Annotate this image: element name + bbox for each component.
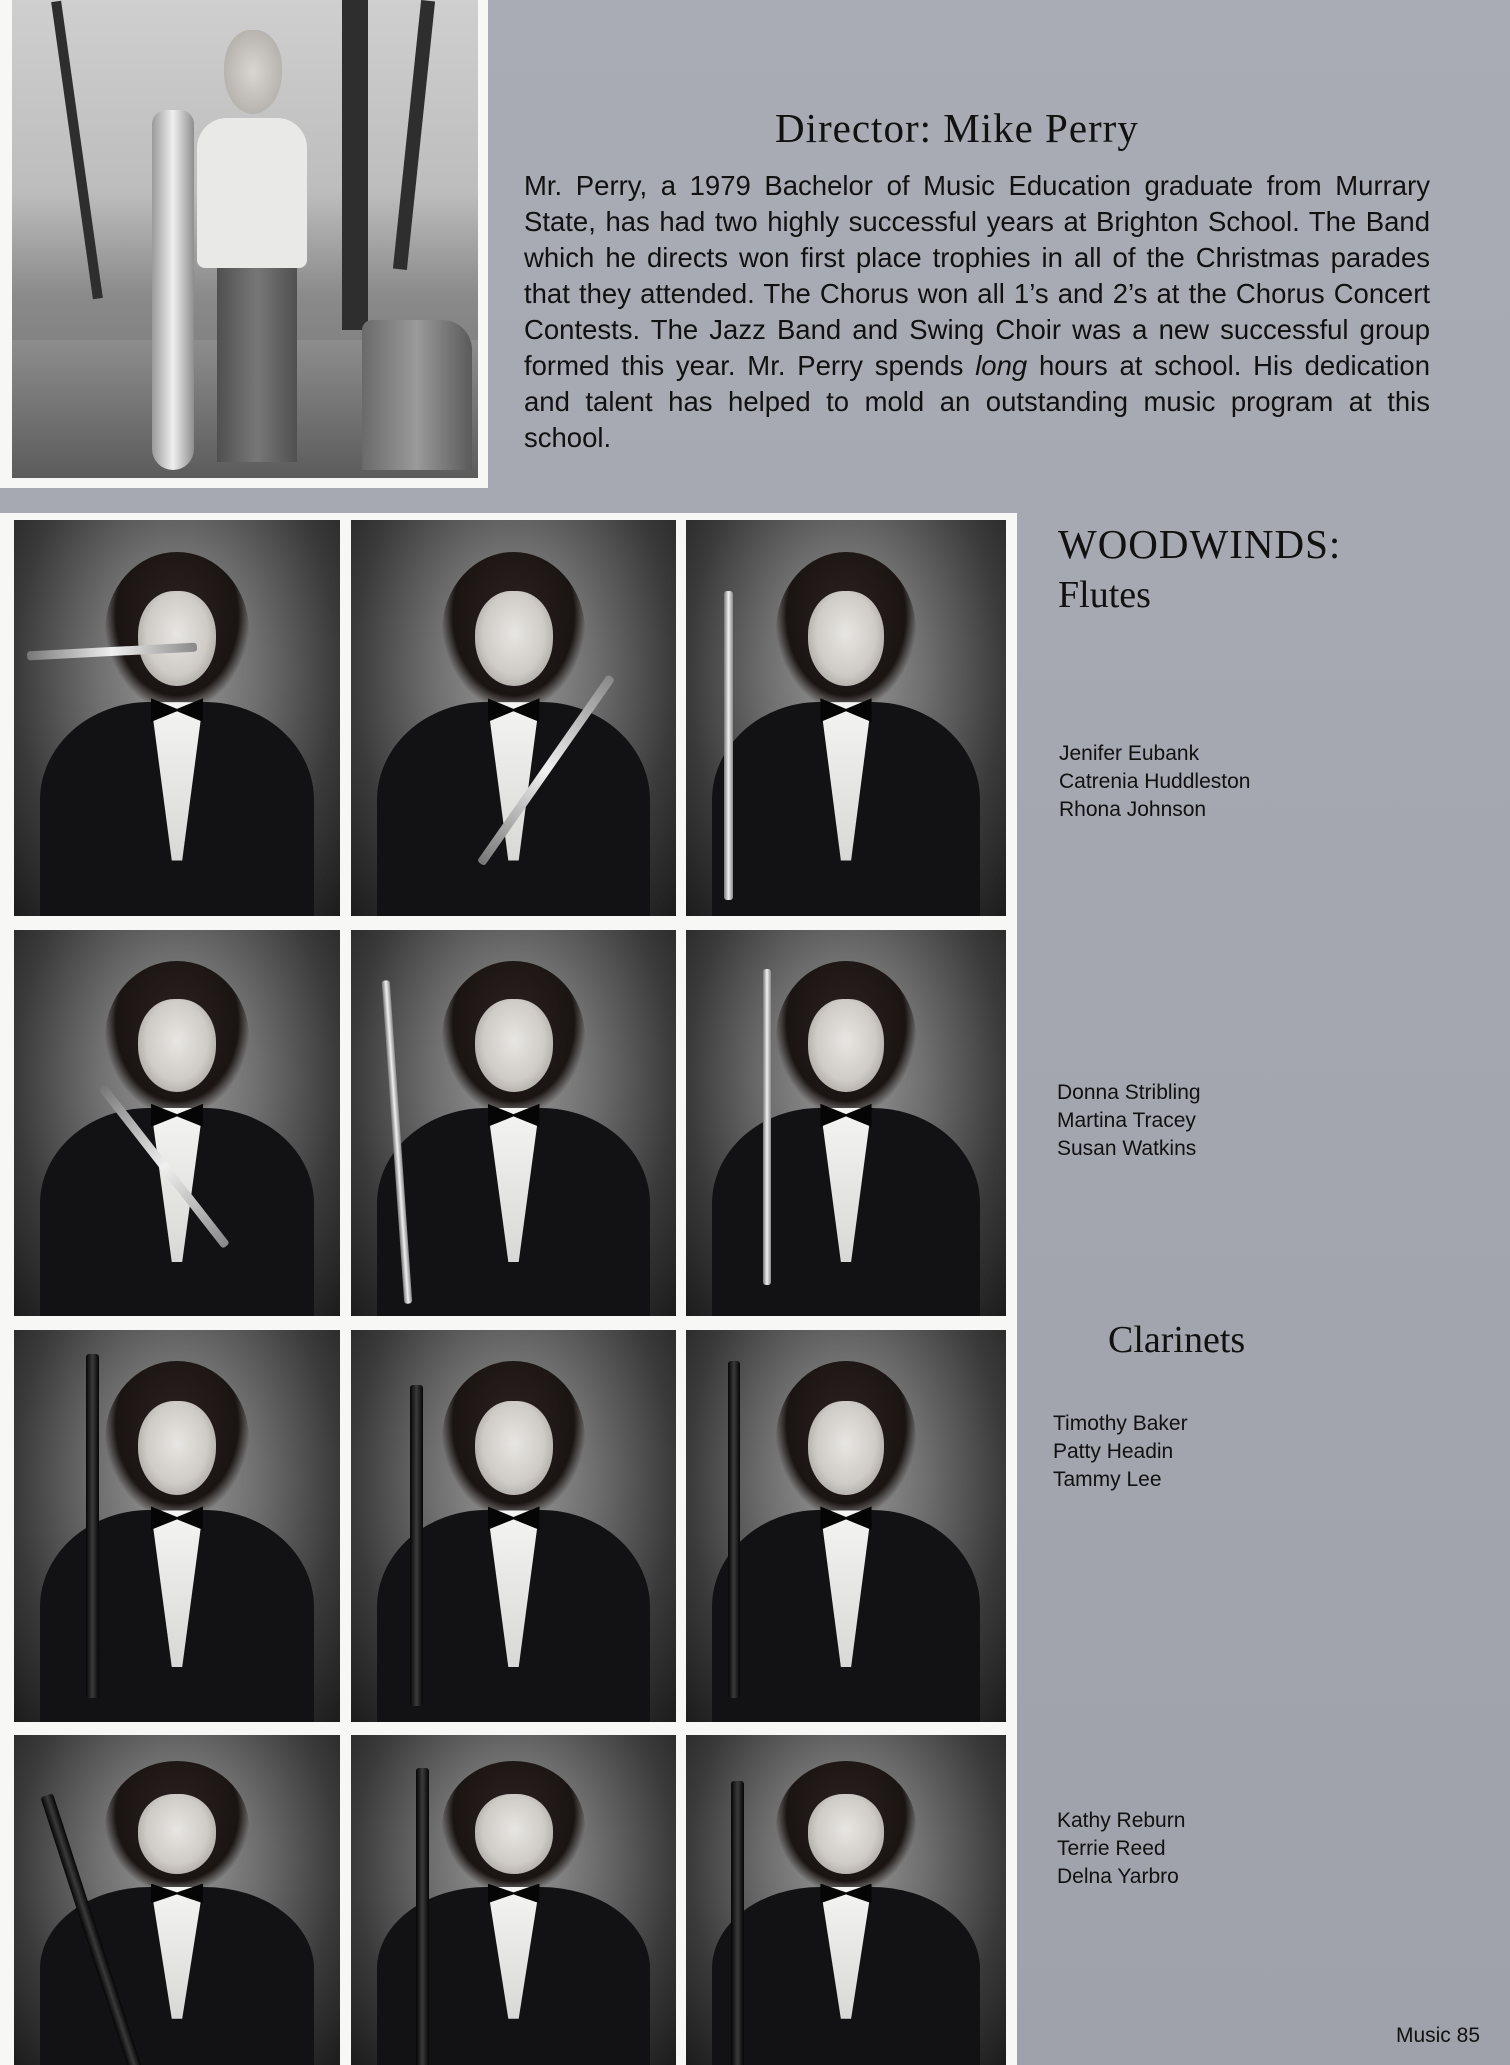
page-number: Music 85 bbox=[1395, 2024, 1480, 2047]
portrait-face bbox=[808, 999, 885, 1092]
portrait-face bbox=[475, 591, 553, 686]
student-portrait bbox=[351, 520, 676, 916]
woodwinds-heading: WOODWINDS: bbox=[1058, 521, 1342, 567]
director-photo bbox=[12, 0, 478, 478]
student-name: Susan Watkins bbox=[1057, 1137, 1197, 1160]
student-portrait bbox=[14, 1735, 340, 2065]
student-portrait bbox=[14, 1330, 340, 1722]
portrait-face bbox=[808, 591, 885, 686]
tree-trunk bbox=[342, 0, 368, 330]
clarinet bbox=[416, 1768, 429, 2065]
tree-stump bbox=[362, 320, 472, 470]
sousaphone bbox=[152, 110, 194, 470]
tree-trunk bbox=[51, 1, 103, 299]
flutes-names-group-2 bbox=[1057, 1079, 1201, 1163]
director-title: Director: Mike Perry bbox=[775, 105, 1139, 151]
portrait-face bbox=[138, 1794, 216, 1873]
student-name: Jenifer Eubank bbox=[1059, 742, 1200, 765]
student-portrait bbox=[686, 1330, 1006, 1722]
student-portrait bbox=[14, 520, 340, 916]
bio-text: hours at school. His dedication and talent has helped to mold an outstanding music program at this school. bbox=[524, 350, 1430, 453]
student-portrait bbox=[351, 930, 676, 1316]
clarinet bbox=[728, 1361, 741, 1698]
clarinet bbox=[410, 1385, 423, 1706]
student-name: Donna Stribling bbox=[1057, 1081, 1201, 1104]
flutes-names-group-1 bbox=[1059, 740, 1250, 824]
student-name: Delna Yarbro bbox=[1057, 1865, 1179, 1888]
portrait-face bbox=[138, 591, 216, 686]
student-name: Tammy Lee bbox=[1053, 1468, 1162, 1491]
bio-emphasis: long bbox=[975, 350, 1028, 381]
clarinets-names-group-2 bbox=[1057, 1807, 1185, 1891]
person-shirt bbox=[197, 118, 307, 268]
clarinets-heading: Clarinets bbox=[1108, 1319, 1246, 1361]
student-name: Rhona Johnson bbox=[1059, 798, 1207, 821]
clarinets-names-group-1 bbox=[1053, 1410, 1188, 1494]
portrait-face bbox=[475, 1401, 553, 1495]
person-head bbox=[224, 30, 282, 114]
portrait-face bbox=[138, 1401, 216, 1495]
clarinet bbox=[731, 1781, 744, 2065]
person-legs bbox=[217, 262, 297, 462]
director-bio bbox=[524, 168, 1430, 456]
student-portrait bbox=[351, 1735, 676, 2065]
student-portrait bbox=[351, 1330, 676, 1722]
student-name: Martina Tracey bbox=[1057, 1109, 1196, 1132]
student-portrait bbox=[686, 520, 1006, 916]
student-portrait bbox=[686, 1735, 1006, 2065]
student-name: Terrie Reed bbox=[1057, 1837, 1166, 1860]
portrait-face bbox=[475, 999, 553, 1092]
bio-text: Mr. Perry, a 1979 Bachelor of Music Education graduate from Murrary State, has had two highly successful years at Brighton School. The Band which he directs won first place trophies in all of the Christmas parades that they attended. The Chorus won all 1’s and 2’s at the Chorus Concert Contests. The Jazz Band and Swing Choir was a new successful group formed this year. Mr. Perry spends bbox=[524, 170, 1430, 381]
student-name: Catrenia Huddleston bbox=[1059, 770, 1251, 793]
clarinet bbox=[86, 1354, 99, 1699]
portrait-face bbox=[808, 1401, 885, 1495]
portrait-face bbox=[475, 1794, 553, 1873]
flute bbox=[724, 591, 732, 900]
student-portrait bbox=[14, 930, 340, 1316]
student-portrait bbox=[686, 930, 1006, 1316]
portrait-face bbox=[138, 999, 216, 1092]
student-name: Timothy Baker bbox=[1053, 1412, 1188, 1435]
portrait-face bbox=[808, 1794, 885, 1873]
student-name: Patty Headin bbox=[1053, 1440, 1174, 1463]
tree-trunk bbox=[393, 0, 435, 270]
flute bbox=[763, 969, 771, 1286]
student-name: Kathy Reburn bbox=[1057, 1809, 1186, 1832]
flutes-heading: Flutes bbox=[1058, 574, 1151, 616]
